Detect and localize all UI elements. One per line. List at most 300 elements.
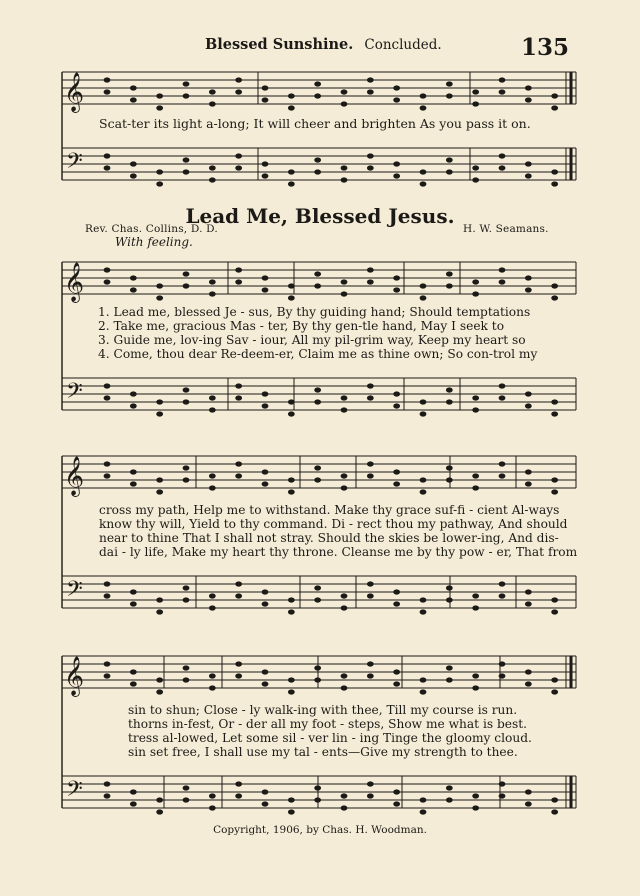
note-head (288, 411, 295, 416)
note-head (156, 477, 163, 482)
note-head (183, 283, 190, 288)
note-head (262, 669, 269, 674)
note-head (499, 473, 506, 478)
note-head (156, 597, 163, 602)
note-head (341, 673, 348, 678)
note-head (446, 169, 453, 174)
note-head (288, 797, 295, 802)
note-head (209, 89, 216, 94)
note-head (341, 793, 348, 798)
note-head (262, 789, 269, 794)
note-head (235, 473, 242, 478)
note-head (104, 267, 111, 272)
note-head (525, 801, 532, 806)
note-head (367, 395, 374, 400)
note-head (314, 169, 321, 174)
note-head (262, 391, 269, 396)
page-header-title (205, 36, 442, 53)
note-head (341, 101, 348, 106)
note-head (446, 93, 453, 98)
note-head (367, 581, 374, 586)
note-head (209, 673, 216, 678)
note-head (314, 271, 321, 276)
note-head (393, 601, 400, 606)
note-head (314, 465, 321, 470)
note-head (525, 85, 532, 90)
bass-clef: 𝄢 (66, 777, 83, 807)
note-head (420, 477, 427, 482)
note-head (420, 809, 427, 814)
note-head (183, 597, 190, 602)
note-head (551, 597, 558, 602)
note-head (209, 805, 216, 810)
note-head (551, 689, 558, 694)
note-head (472, 407, 479, 412)
note-head (183, 81, 190, 86)
note-head (420, 169, 427, 174)
note-head (420, 93, 427, 98)
note-head (104, 395, 111, 400)
note-head (420, 181, 427, 186)
bass-clef: 𝄢 (66, 149, 83, 179)
previous-hymn-lyric: Scat-ter its light a-long; It will cheer and brighten As you pass it on. (99, 116, 531, 131)
note-head (499, 581, 506, 586)
hymn-composer: H. W. Seamans. (463, 223, 549, 235)
note-head (472, 395, 479, 400)
note-head (209, 407, 216, 412)
note-head (104, 383, 111, 388)
note-head (420, 689, 427, 694)
note-head (235, 165, 242, 170)
note-head (499, 395, 506, 400)
note-head (288, 809, 295, 814)
note-head (183, 271, 190, 276)
bass-clef: 𝄢 (66, 577, 83, 607)
note-head (156, 93, 163, 98)
note-head (499, 781, 506, 786)
verse-line: cross my path, Help me to withstand. Make thy grace suf-fi - cient Al-ways (99, 503, 560, 517)
note-head (262, 601, 269, 606)
note-head (104, 89, 111, 94)
verse-line: 4. Come, thou dear Re-deem-er, Claim me as thine own; So con-trol my (98, 347, 538, 361)
note-head (288, 295, 295, 300)
note-head (183, 477, 190, 482)
note-head (446, 785, 453, 790)
note-head (551, 797, 558, 802)
note-head (446, 477, 453, 482)
note-head (130, 85, 137, 90)
note-head (262, 173, 269, 178)
note-head (314, 477, 321, 482)
note-head (183, 387, 190, 392)
note-head (130, 391, 137, 396)
verse-line: tress al-lowed, Let some sil - ver lin - ing Tinge the gloomy cloud. (128, 731, 532, 745)
note-head (393, 669, 400, 674)
note-head (551, 399, 558, 404)
note-head (472, 473, 479, 478)
note-head (420, 677, 427, 682)
note-head (288, 169, 295, 174)
note-head (341, 593, 348, 598)
note-head (262, 161, 269, 166)
note-head (551, 93, 558, 98)
note-head (367, 77, 374, 82)
note-head (367, 661, 374, 666)
note-head (367, 165, 374, 170)
note-head (499, 673, 506, 678)
note-head (314, 597, 321, 602)
treble-clef: 𝄞 (64, 262, 85, 302)
verse-line: thorns in-fest, Or - der all my foot - steps, Show me what is best. (128, 717, 528, 731)
note-head (130, 669, 137, 674)
note-head (499, 793, 506, 798)
note-head (288, 399, 295, 404)
note-head (499, 661, 506, 666)
note-head (551, 283, 558, 288)
note-head (367, 279, 374, 284)
note-head (446, 585, 453, 590)
note-head (472, 177, 479, 182)
verse-line: 1. Lead me, blessed Je - sus, By thy guiding hand; Should temptations (98, 305, 531, 319)
note-head (104, 473, 111, 478)
note-head (156, 797, 163, 802)
note-head (446, 797, 453, 802)
note-head (262, 97, 269, 102)
note-head (367, 89, 374, 94)
note-head (262, 469, 269, 474)
note-head (156, 181, 163, 186)
note-head (525, 403, 532, 408)
note-head (367, 383, 374, 388)
note-head (104, 581, 111, 586)
note-head (262, 801, 269, 806)
note-head (209, 593, 216, 598)
note-head (104, 793, 111, 798)
note-head (235, 267, 242, 272)
note-head (393, 85, 400, 90)
note-head (525, 173, 532, 178)
note-head (367, 461, 374, 466)
note-head (262, 287, 269, 292)
note-head (183, 399, 190, 404)
note-head (209, 485, 216, 490)
note-head (393, 589, 400, 594)
note-head (499, 165, 506, 170)
note-head (367, 673, 374, 678)
note-head (235, 593, 242, 598)
note-head (525, 669, 532, 674)
note-head (235, 89, 242, 94)
verse-line: sin to shun; Close - ly walk-ing with thee, Till my course is run. (128, 703, 518, 717)
note-head (262, 403, 269, 408)
note-head (341, 805, 348, 810)
note-head (367, 781, 374, 786)
note-head (209, 395, 216, 400)
note-head (183, 585, 190, 590)
note-head (367, 153, 374, 158)
note-head (393, 173, 400, 178)
note-head (156, 295, 163, 300)
note-head (446, 271, 453, 276)
note-head (446, 597, 453, 602)
note-head (499, 279, 506, 284)
note-head (314, 157, 321, 162)
note-head (288, 105, 295, 110)
note-head (472, 101, 479, 106)
note-head (472, 165, 479, 170)
note-head (288, 689, 295, 694)
note-head (156, 689, 163, 694)
note-head (393, 469, 400, 474)
note-head (209, 165, 216, 170)
note-head (235, 781, 242, 786)
note-head (341, 685, 348, 690)
note-head (446, 387, 453, 392)
note-head (104, 461, 111, 466)
tempo-marking: With feeling. (115, 235, 193, 249)
note-head (525, 391, 532, 396)
note-head (130, 601, 137, 606)
note-head (393, 97, 400, 102)
note-head (156, 283, 163, 288)
note-head (314, 283, 321, 288)
note-head (341, 165, 348, 170)
note-head (446, 399, 453, 404)
note-head (104, 77, 111, 82)
note-head (235, 661, 242, 666)
note-head (341, 279, 348, 284)
note-head (341, 395, 348, 400)
note-head (156, 169, 163, 174)
note-head (156, 411, 163, 416)
note-head (499, 461, 506, 466)
note-head (183, 785, 190, 790)
note-head (367, 473, 374, 478)
note-head (130, 97, 137, 102)
concluded-label: Concluded. (364, 37, 442, 53)
note-head (130, 801, 137, 806)
note-head (104, 279, 111, 284)
note-head (472, 685, 479, 690)
note-head (262, 85, 269, 90)
note-head (288, 181, 295, 186)
note-head (314, 785, 321, 790)
note-head (130, 481, 137, 486)
note-head (341, 89, 348, 94)
note-head (209, 473, 216, 478)
note-head (393, 481, 400, 486)
verse-line: sin set free, I shall use my tal - ents—Give my strength to thee. (128, 745, 518, 759)
note-head (551, 105, 558, 110)
note-head (156, 489, 163, 494)
note-head (446, 677, 453, 682)
note-head (130, 173, 137, 178)
note-head (104, 673, 111, 678)
note-head (446, 81, 453, 86)
note-head (393, 287, 400, 292)
note-head (341, 485, 348, 490)
bass-clef: 𝄢 (66, 379, 83, 409)
note-head (499, 383, 506, 388)
note-head (288, 93, 295, 98)
note-head (288, 677, 295, 682)
note-head (446, 283, 453, 288)
note-head (525, 161, 532, 166)
note-head (156, 809, 163, 814)
note-head (235, 395, 242, 400)
note-head (341, 291, 348, 296)
note-head (235, 581, 242, 586)
note-head (472, 793, 479, 798)
note-head (420, 489, 427, 494)
note-head (367, 267, 374, 272)
note-head (104, 661, 111, 666)
note-head (235, 383, 242, 388)
note-head (288, 489, 295, 494)
note-head (525, 287, 532, 292)
note-head (288, 597, 295, 602)
note-head (235, 279, 242, 284)
note-head (472, 291, 479, 296)
note-head (262, 481, 269, 486)
note-head (314, 797, 321, 802)
note-head (420, 797, 427, 802)
note-head (130, 589, 137, 594)
note-head (314, 399, 321, 404)
note-head (499, 153, 506, 158)
note-head (393, 161, 400, 166)
note-head (209, 291, 216, 296)
note-head (235, 793, 242, 798)
treble-clef: 𝄞 (64, 656, 85, 696)
note-head (393, 391, 400, 396)
verse-line: dai - ly life, Make my heart thy throne. Cleanse me by thy pow - er, That from (99, 545, 578, 559)
note-head (104, 165, 111, 170)
note-head (183, 157, 190, 162)
note-head (499, 267, 506, 272)
note-head (130, 789, 137, 794)
note-head (393, 789, 400, 794)
note-head (314, 81, 321, 86)
treble-clef: 𝄞 (64, 72, 85, 112)
note-head (130, 469, 137, 474)
note-head (499, 77, 506, 82)
note-head (209, 279, 216, 284)
note-head (209, 177, 216, 182)
note-head (209, 685, 216, 690)
note-head (288, 477, 295, 482)
note-head (262, 681, 269, 686)
note-head (472, 485, 479, 490)
note-head (367, 793, 374, 798)
note-head (130, 681, 137, 686)
note-head (341, 605, 348, 610)
note-head (156, 105, 163, 110)
note-head (156, 609, 163, 614)
note-head (551, 477, 558, 482)
note-head (446, 465, 453, 470)
note-head (420, 105, 427, 110)
page-number: 135 (521, 34, 570, 61)
note-head (183, 665, 190, 670)
note-head (367, 593, 374, 598)
note-head (288, 283, 295, 288)
note-head (551, 809, 558, 814)
copyright-notice: Copyright, 1906, by Chas. H. Woodman. (213, 824, 427, 836)
note-head (235, 461, 242, 466)
note-head (525, 589, 532, 594)
note-head (130, 161, 137, 166)
note-head (420, 609, 427, 614)
note-head (551, 677, 558, 682)
note-head (183, 797, 190, 802)
note-head (130, 403, 137, 408)
note-head (130, 275, 137, 280)
note-head (314, 585, 321, 590)
note-head (446, 665, 453, 670)
note-head (420, 411, 427, 416)
note-head (262, 589, 269, 594)
note-head (314, 665, 321, 670)
note-head (104, 781, 111, 786)
note-head (393, 801, 400, 806)
note-head (262, 275, 269, 280)
note-head (525, 469, 532, 474)
note-head (551, 411, 558, 416)
note-head (235, 77, 242, 82)
treble-clef: 𝄞 (64, 456, 85, 496)
note-head (341, 407, 348, 412)
note-head (472, 673, 479, 678)
note-head (314, 387, 321, 392)
note-head (209, 101, 216, 106)
note-head (183, 465, 190, 470)
note-head (499, 89, 506, 94)
hymn-author: Rev. Chas. Collins, D. D. (85, 223, 218, 235)
note-head (393, 275, 400, 280)
note-head (314, 677, 321, 682)
note-head (472, 605, 479, 610)
note-head (525, 275, 532, 280)
verse-line: 3. Guide me, lov-ing Sav - iour, All my pil-grim way, Keep my heart so (98, 333, 526, 347)
note-head (288, 609, 295, 614)
hymn-title: Lead Me, Blessed Jesus. (185, 204, 455, 228)
note-head (209, 605, 216, 610)
note-head (525, 789, 532, 794)
note-head (525, 97, 532, 102)
note-head (551, 609, 558, 614)
note-head (183, 93, 190, 98)
previous-hymn-title: Blessed Sunshine. (205, 36, 354, 53)
note-head (525, 481, 532, 486)
note-head (551, 169, 558, 174)
note-head (472, 593, 479, 598)
note-head (499, 593, 506, 598)
note-head (420, 597, 427, 602)
note-head (551, 295, 558, 300)
note-head (341, 177, 348, 182)
verse-line: near to thine That I shall not stray. Should the skies be lower-ing, And dis- (99, 531, 559, 545)
note-head (551, 181, 558, 186)
note-head (341, 473, 348, 478)
note-head (525, 601, 532, 606)
note-head (446, 157, 453, 162)
verse-line: 2. Take me, gracious Mas - ter, By thy gen-tle hand, May I seek to (98, 319, 505, 333)
note-head (420, 283, 427, 288)
note-head (393, 403, 400, 408)
note-head (235, 673, 242, 678)
note-head (104, 593, 111, 598)
